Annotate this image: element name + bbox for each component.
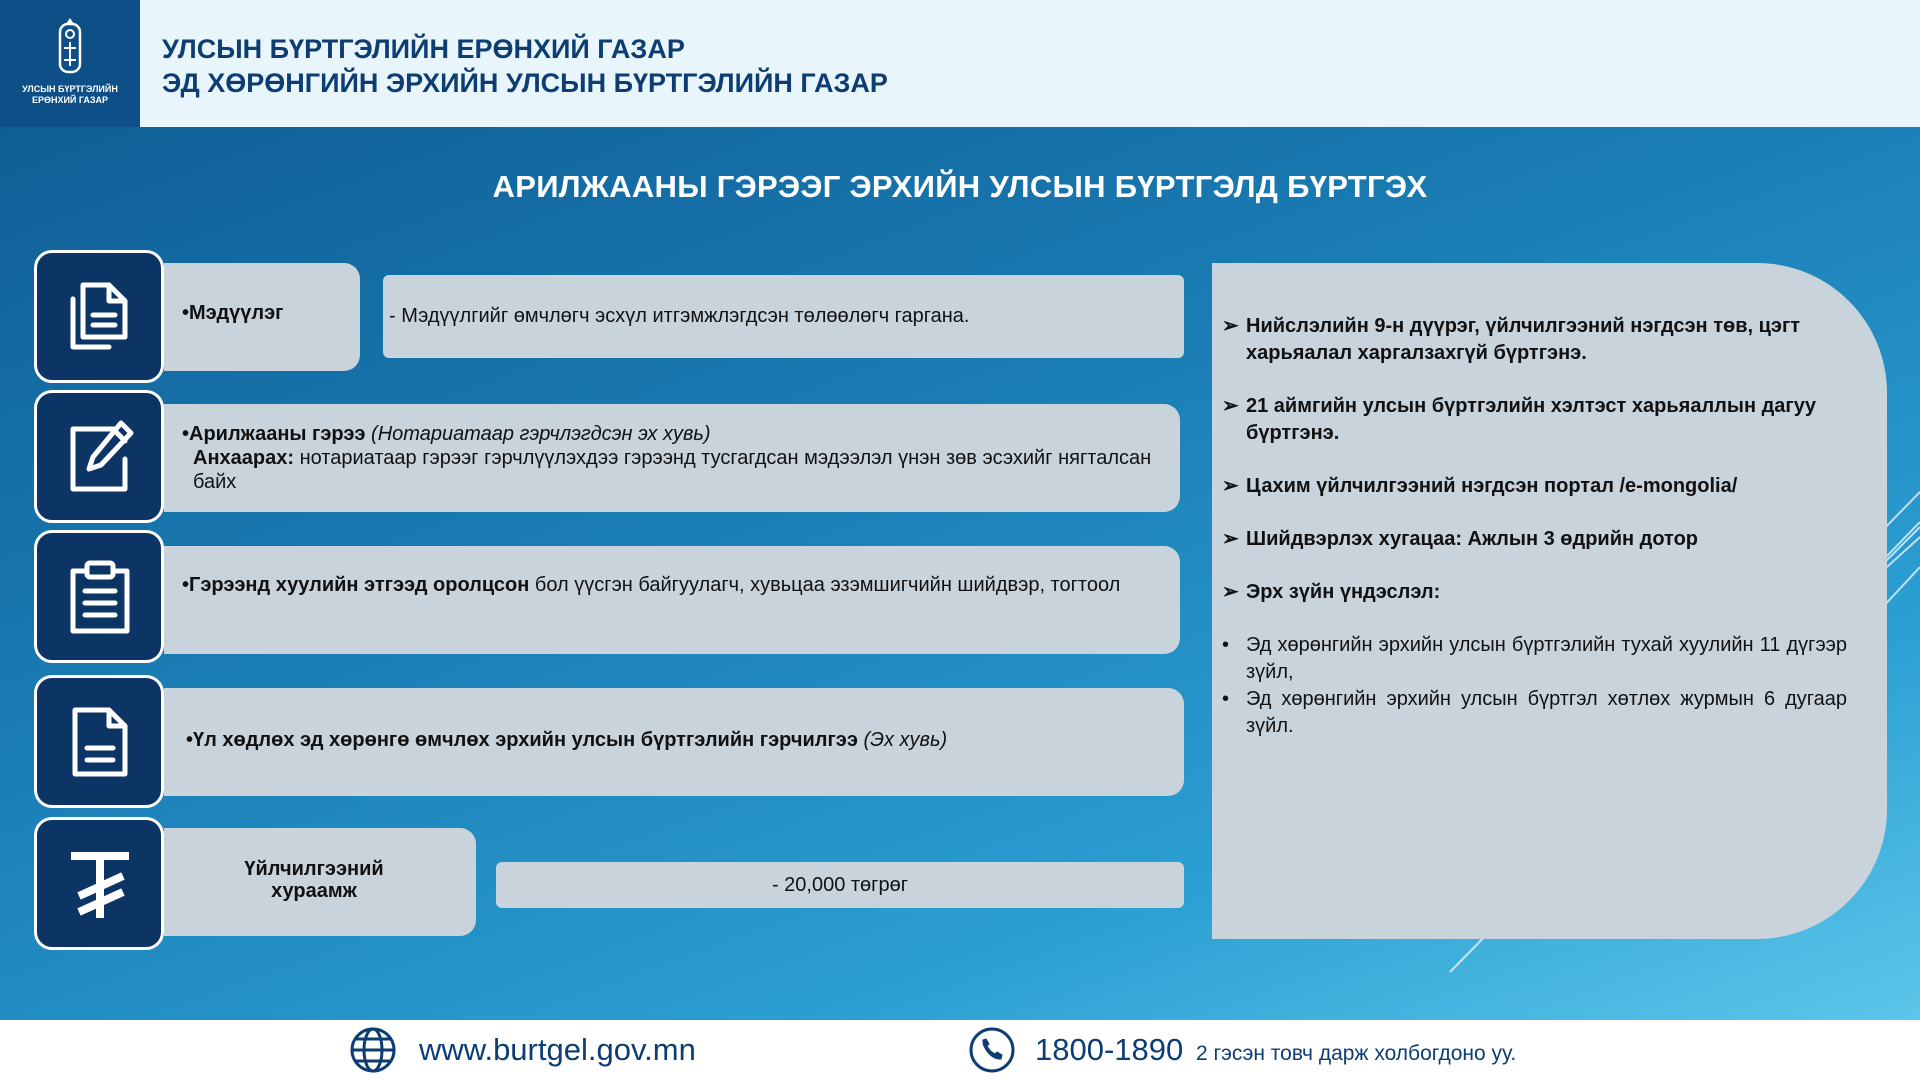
row2-note-text: нотариатаар гэрээг гэрчлүүлэхдээ гэрээнд тусгагдсан мэдээлэл үнэн зөв эсэхийг нягталсан байх [193,447,1152,493]
row1-label [164,263,360,371]
row5-desc-text: - 20,000 төгрөг [771,874,909,896]
row2-italic-note: (Нотариатаар гэрчлэгдсэн эх хувь) [371,423,711,445]
row4-italic-note: (Эх хувь) [863,729,948,751]
header-titles [162,32,888,100]
row2-note-label: Анхаарах: [193,447,295,469]
info-item [1222,526,1847,553]
logo-text [0,84,140,106]
row5-label [164,828,476,936]
row4-bold-text: •Үл хөдлөх эд хөрөнгө өмчлөх эрхийн улсын бүртгэлийн гэрчилгээ [186,729,858,751]
row2-note [182,446,1160,494]
row3-box [164,546,1180,654]
phone-icon [968,1026,1016,1074]
legal-basis-item [1222,632,1847,686]
header-title-1: УЛСЫН БҮРТГЭЛИЙН ЕРӨНХИЙ ГАЗАР [162,34,685,64]
legal-basis-item [1222,686,1847,740]
arrow-bullet-icon: ➢ [1222,315,1239,337]
documents-icon [63,279,137,355]
bullet-dot: • [1222,688,1230,710]
phone-note: 2 гэсэн товч дарж холбогдоно уу. [1196,1042,1517,1065]
globe-icon [349,1026,397,1074]
row2-line1 [182,422,1160,446]
header [0,0,1920,127]
document-icon [63,704,137,780]
row3-text: бол үүсгэн байгуулагч, хувьцаа эзэмшигчийн шийдвэр, тогтоол [534,574,1121,596]
row1-label-text: •Мэдүүлэг [182,302,284,324]
info-item-text: Эрх зүйн үндэслэл: [1246,581,1441,603]
row2-title: •Арилжааны гэрээ [182,423,366,445]
row1-desc [383,275,1184,358]
info-item-text: Цахим үйлчилгээний нэгдсэн портал /e-mongolia/ [1246,475,1738,497]
page-title: АРИЛЖААНЫ ГЭРЭЭГ ЭРХИЙН УЛСЫН БҮРТГЭЛД БҮРТГЭХ [492,169,1428,204]
info-item [1222,393,1847,447]
row4-box [164,688,1184,796]
footer [0,1020,1920,1080]
row5-icon-tile [34,817,164,950]
arrow-bullet-icon: ➢ [1222,581,1239,603]
row4-icon-tile [34,675,164,808]
arrow-bullet-icon: ➢ [1222,528,1239,550]
phone-number[interactable]: 1800-1890 [1035,1032,1184,1067]
row2-icon-tile [34,390,164,523]
row1-desc-text: - Мэдүүлгийг өмчлөгч эсхүл итгэмжлэгдсэн төлөөлөгч гаргана. [389,305,970,327]
arrow-bullet-icon: ➢ [1222,395,1239,417]
row5-desc [496,862,1184,908]
website-link[interactable]: www.burtgel.gov.mn [419,1032,696,1067]
tugrik-currency-icon [63,846,137,922]
emblem-icon [52,18,88,78]
logo-line-1: УЛСЫН БҮРТГЭЛИЙН [22,84,118,94]
edit-document-icon [63,419,137,495]
legal-basis-text: Эд хөрөнгийн эрхийн улсын бүртгэл хөтлөх журмын 6 дугаар зүйл. [1246,688,1847,737]
row5-label-text: Үйлчилгээний хураамж [244,858,384,902]
row3-icon-tile [34,530,164,663]
info-item [1222,579,1847,606]
info-item-text: 21 аймгийн улсын бүртгэлийн хэлтэст харьяаллын дагуу бүртгэнэ. [1246,395,1816,444]
row1-icon-tile [34,250,164,383]
info-item [1222,473,1847,500]
header-title-2: ЭД ХӨРӨНГИЙН ЭРХИЙН УЛСЫН БҮРТГЭЛИЙН ГАЗАР [162,68,888,98]
bullet-dot: • [1222,634,1230,656]
logo-line-2: ЕРӨНХИЙ ГАЗАР [31,95,109,105]
logo[interactable] [0,0,140,127]
info-item [1222,313,1847,367]
row3-bold-text: •Гэрээнд хуулийн этгээд оролцсон [182,574,530,596]
info-panel [1212,263,1887,939]
info-item-text: Шийдвэрлэх хугацаа: Ажлын 3 өдрийн дотор [1246,528,1699,550]
clipboard-icon [63,559,137,635]
arrow-bullet-icon: ➢ [1222,475,1239,497]
legal-basis-text: Эд хөрөнгийн эрхийн улсын бүртгэлийн тухай хуулийн 11 дүгээр зүйл, [1246,634,1847,683]
row2-box [164,404,1180,512]
main-panel [0,127,1920,1020]
info-item-text: Нийслэлийн 9-н дүүрэг, үйлчилгээний нэгдсэн төв, цэгт харьяалал харгалзахгүй бүртгэнэ. [1246,315,1801,364]
